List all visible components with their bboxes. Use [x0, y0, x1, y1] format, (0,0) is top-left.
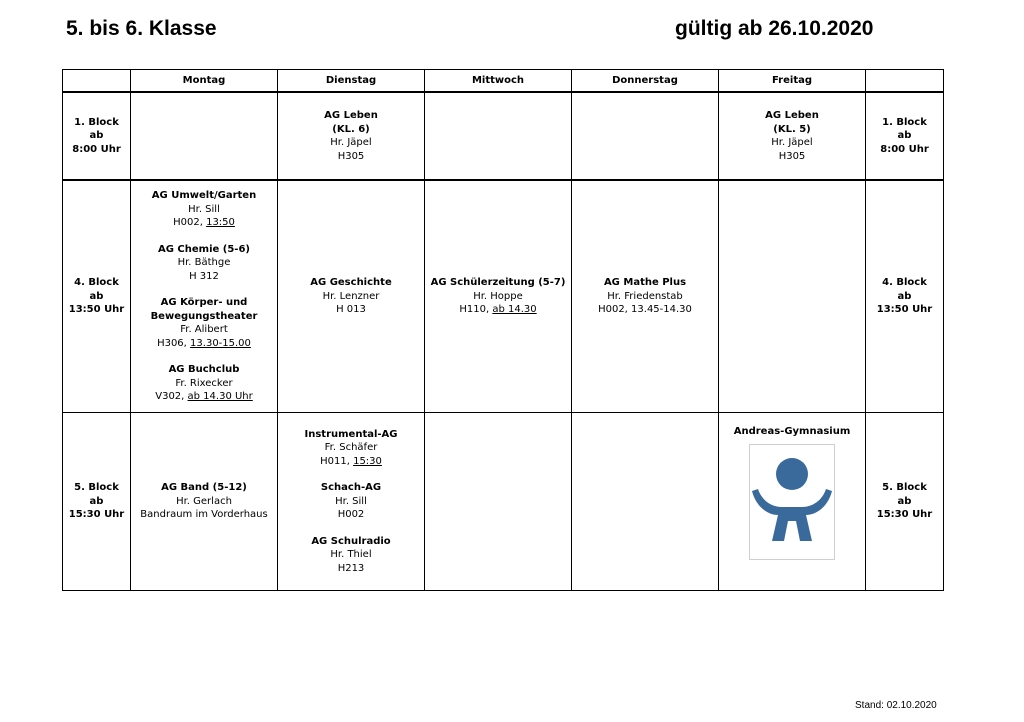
cell-ag-leben-kl5: AG Leben (KL. 5) Hr. Jäpel H305: [719, 92, 866, 180]
cell-empty: [425, 413, 572, 591]
day-header-montag: Montag: [131, 70, 278, 93]
ag-entry: AG Buchclub Fr. Rixecker V302, ab 14.30 Uhr: [155, 364, 253, 403]
ag-entry: Instrumental-AG Fr. Schäfer H011, 15:30: [304, 428, 398, 467]
table-row: [63, 92, 944, 180]
andreas-gymnasium-logo-icon: [749, 444, 835, 560]
day-header-freitag: Freitag: [719, 70, 866, 93]
block-label-1-right: 1. Block ab 8:00 Uhr: [866, 92, 944, 180]
block-label-5: 5. Block ab 15:30 Uhr: [63, 413, 131, 591]
valid-from-date: gültig ab 26.10.2020: [675, 17, 874, 40]
cell-ag-schuelerzeitung: AG Schülerzeitung (5-7) Hr. Hoppe H110, ab 14.30: [425, 180, 572, 413]
day-header-dienstag: Dienstag: [278, 70, 425, 93]
page-title: 5. bis 6. Klasse: [66, 17, 217, 40]
header-row: [63, 70, 944, 93]
schedule-table: [62, 69, 944, 591]
cell-empty: [572, 413, 719, 591]
block-label-5-right: 5. Block ab 15:30 Uhr: [866, 413, 944, 591]
cell-ag-band: AG Band (5-12) Hr. Gerlach Bandraum im Vorderhaus: [131, 413, 278, 591]
school-name: Andreas-Gymnasium: [733, 426, 851, 437]
cell-empty: [719, 180, 866, 413]
cell-montag-block4: [131, 180, 278, 413]
cell-ag-geschichte: AG Geschichte Hr. Lenzner H 013: [278, 180, 425, 413]
cell-ag-leben-kl6: AG Leben (KL. 6) Hr. Jäpel H305: [278, 92, 425, 180]
cell-ag-mathe-plus: AG Mathe Plus Hr. Friedenstab H002, 13.45-14.30: [572, 180, 719, 413]
corner-cell-right: [866, 70, 944, 93]
cell-empty: [131, 92, 278, 180]
ag-entry: AG Umwelt/Garten Hr. Sill H002, 13:50: [151, 190, 257, 229]
day-header-donnerstag: Donnerstag: [572, 70, 719, 93]
ag-entry: AG Chemie (5-6) Hr. Bäthge H 312: [158, 243, 250, 282]
ag-entry: AG Schulradio Hr. Thiel H213: [311, 535, 391, 574]
cell-empty: [425, 92, 572, 180]
block-label-4: 4. Block ab 13:50 Uhr: [63, 180, 131, 413]
ag-entry: AG Körper- und Bewegungstheater Fr. Alibert H306, 13.30-15.00: [150, 297, 258, 349]
corner-cell: [63, 70, 131, 93]
table-row: [63, 180, 944, 413]
block-label-4-right: 4. Block ab 13:50 Uhr: [866, 180, 944, 413]
table-row: [63, 413, 944, 591]
cell-empty: [572, 92, 719, 180]
cell-dienstag-block5: [278, 413, 425, 591]
ag-entry: Schach-AG Hr. Sill H002: [320, 482, 382, 521]
cell-school-logo: [719, 413, 866, 591]
block-label-1: 1. Block ab 8:00 Uhr: [63, 92, 131, 180]
day-header-mittwoch: Mittwoch: [425, 70, 572, 93]
stand-date: Stand: 02.10.2020: [855, 700, 937, 711]
